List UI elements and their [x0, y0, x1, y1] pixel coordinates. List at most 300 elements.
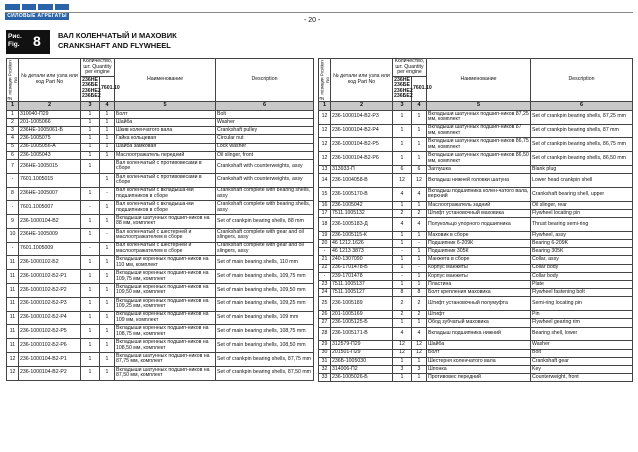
cell-name: Болт крепления маховика	[427, 289, 531, 297]
cell-position: 18	[319, 218, 331, 232]
cell-position: 6	[7, 151, 19, 159]
cell-qty-a: 1	[81, 127, 100, 135]
cell-qty-a: 2	[393, 311, 412, 319]
cell-qty-a: 1	[81, 325, 100, 339]
cell-part-no: 236НЕ-1005007	[19, 187, 81, 201]
cell-description: Circular nut	[216, 135, 314, 143]
table-row	[7, 201, 314, 215]
column-number-row	[7, 101, 314, 110]
cell-position: 9	[7, 215, 19, 229]
cell-description: Crankshaft complete with gear and oil slingers, assy	[216, 242, 314, 256]
cell-name: Вкладыши коренных подшип-ников на 109,50 мм, комплект	[115, 284, 216, 298]
column-number: 1	[7, 101, 19, 110]
cell-name: Маховик в сборе	[427, 231, 531, 239]
cell-qty-a: 1	[393, 374, 412, 382]
cell-position: -	[7, 201, 19, 215]
cell-description: Set of crankpin bearing shells, 87,75 mm	[216, 353, 314, 367]
cell-part-no: 46 1212.1626	[331, 240, 393, 248]
column-number: 5	[115, 101, 216, 110]
cell-description: Set of crankpin bearing shells, 86,50 mm	[531, 152, 633, 166]
cell-part-no: 236-1701478-Б	[331, 264, 393, 272]
cell-qty-b: 1	[412, 256, 427, 264]
cell-qty-a: 12	[393, 341, 412, 349]
figure-label: Рис. Fig.	[8, 33, 22, 48]
cell-qty-b: 1	[100, 297, 115, 311]
cell-qty-a: 4	[393, 327, 412, 341]
cell-qty-b: 1	[100, 256, 115, 270]
cell-description: Washer	[531, 341, 633, 349]
cell-position: 12	[319, 138, 331, 152]
logo-text: СИЛОВЫЕ АГРЕГАТЫ	[5, 12, 69, 20]
cell-qty-a: 1	[81, 339, 100, 353]
cell-part-no: 313933-П	[331, 165, 393, 173]
cell-name: Шпонка	[427, 365, 531, 373]
cell-description: Bolt	[531, 349, 633, 357]
cell-qty-a: 4	[393, 187, 412, 201]
cell-qty-b: 1	[100, 151, 115, 159]
cell-name: Вкладыш подшипника колен-чатого вала, верхний	[427, 187, 531, 201]
cell-position: 12	[7, 353, 19, 367]
table-row	[319, 311, 633, 319]
col-header-qty-b: 7601.10	[412, 76, 427, 101]
cell-description: Crankshaft bearing shell, upper	[531, 187, 633, 201]
cell-description: Set of main bearing shells, 109,25 mm	[216, 297, 314, 311]
table-row	[7, 270, 314, 284]
cell-description: Collar body	[531, 272, 633, 280]
column-number: 5	[427, 101, 531, 110]
cell-part-no: 236-1000102-Б2-Р5	[19, 325, 81, 339]
table-row	[319, 327, 633, 341]
cell-part-no: 236-1005115-К	[331, 231, 393, 239]
cell-qty-b: 1	[412, 281, 427, 289]
cell-position: 33	[319, 374, 331, 382]
column-number: 6	[531, 101, 633, 110]
cell-part-no: 236-1004058-В	[331, 174, 393, 188]
cell-qty-b: -	[100, 187, 115, 201]
table-row	[319, 289, 633, 297]
cell-part-no: 46 1213 3873	[331, 248, 393, 256]
cell-part-no: 236-1000102-Б2-Р6	[19, 339, 81, 353]
col-header-qty-b: 7601.10	[100, 76, 115, 101]
cell-part-no: 236-1000102-Б2-Р3	[19, 297, 81, 311]
cell-qty-b: 1	[100, 173, 115, 187]
cell-qty-a: 2	[393, 297, 412, 311]
cell-name: Вкладыши шатунных подшип-ников на 88 мм, комплект	[115, 215, 216, 229]
cell-qty-b: 1	[412, 201, 427, 209]
cell-part-no: 236-1005026-Б	[331, 374, 393, 382]
cell-qty-a: 1	[393, 138, 412, 152]
cell-qty-a: 1	[393, 281, 412, 289]
cell-position: 12	[7, 366, 19, 380]
table-row	[7, 173, 314, 187]
cell-qty-a: 1	[393, 357, 412, 365]
cell-part-no: 240-1307090	[331, 256, 393, 264]
cell-position: 11	[7, 297, 19, 311]
cell-part-no: 236НЕ-1005015	[19, 159, 81, 173]
cell-description: Set of crankpin bearing shells, 87 mm	[531, 124, 633, 138]
table-row	[7, 325, 314, 339]
table-row	[7, 353, 314, 367]
cell-qty-a: 1	[81, 143, 100, 151]
cell-description: Blank plug	[531, 165, 633, 173]
cell-name: Шайба	[427, 341, 531, 349]
cell-part-no: 236-1005043	[19, 151, 81, 159]
cell-part-no: 7511.1005127	[331, 289, 393, 297]
cell-description: Set of crankpin bearing shells, 86,75 mm	[531, 138, 633, 152]
cell-description: Set of main bearing shells, 108,50 mm	[216, 339, 314, 353]
cell-name: Вкладыш подшипника нижний	[427, 327, 531, 341]
cell-qty-b: 2	[412, 209, 427, 217]
table-row	[319, 357, 633, 365]
cell-part-no: 7601.1005007	[19, 201, 81, 215]
cell-part-no: 236-1005125-Б	[331, 319, 393, 327]
cell-qty-b: 1	[100, 118, 115, 126]
cell-part-no: 236-1000104-В2	[19, 215, 81, 229]
cell-position: 11	[7, 284, 19, 298]
column-number: 3	[81, 101, 100, 110]
cell-name: Корпус манжеты	[427, 272, 531, 280]
cell-name: Гайка кольцевая	[115, 135, 216, 143]
cell-qty-b: 1	[100, 215, 115, 229]
table-row	[7, 135, 314, 143]
table-row	[7, 110, 314, 118]
table-row	[319, 365, 633, 373]
cell-description: Collar, assy	[531, 256, 633, 264]
table-row	[7, 127, 314, 135]
cell-description: Flywheel locating pin	[531, 209, 633, 217]
cell-name: Обод зубчатый маховика	[427, 319, 531, 327]
table-row	[319, 297, 633, 311]
cell-qty-b: 1	[412, 152, 427, 166]
table-row	[7, 118, 314, 126]
header-rule	[5, 12, 633, 13]
cell-part-no: 236-1000104-В2-Р4	[331, 124, 393, 138]
cell-qty-a: 1	[393, 264, 412, 272]
cell-qty-a: 1	[81, 256, 100, 270]
cell-position: 8	[7, 187, 19, 201]
table-row	[7, 159, 314, 173]
cell-description: Set of crankpin bearing shells, 88 mm	[216, 215, 314, 229]
cell-qty-a: 1	[81, 159, 100, 173]
cell-qty-a: 1	[81, 270, 100, 284]
cell-description: Lower head crankpin shell	[531, 174, 633, 188]
cell-position: 21	[319, 256, 331, 264]
cell-part-no: 312579-П29	[331, 341, 393, 349]
cell-part-no: 239-1701478	[331, 272, 393, 280]
cell-part-no: 236НЕ-1005009	[19, 228, 81, 242]
cell-description: Counterweight, front	[531, 374, 633, 382]
cell-description: Set of main bearing shells, 109,75 mm	[216, 270, 314, 284]
cell-qty-b: 1	[412, 319, 427, 327]
cell-name: Вал коленчатый с шестерней и маслоотражателем в сборе	[115, 242, 216, 256]
cell-name: Противовес передний	[427, 374, 531, 382]
column-number-row	[319, 101, 633, 110]
cell-position: 27	[319, 319, 331, 327]
cell-description: Thrust bearing semi-ring	[531, 218, 633, 232]
cell-qty-b	[100, 159, 115, 173]
cell-qty-a: 12	[393, 174, 412, 188]
cell-qty-b: -	[100, 228, 115, 242]
cell-qty-b: 12	[412, 349, 427, 357]
cell-name: Корпус манжеты	[427, 264, 531, 272]
cell-part-no: 236-1005189	[331, 297, 393, 311]
cell-description: Bearing 6-209K	[531, 240, 633, 248]
cell-position: 11	[7, 339, 19, 353]
cell-position: 12	[319, 152, 331, 166]
cell-part-no: 236-1000102-Б2-Р1	[19, 270, 81, 284]
cell-qty-a: 1	[393, 231, 412, 239]
parts-table-right	[318, 58, 633, 382]
col-header-qty-a: 236НЕ 236БЕ 236НЕ2 236БЕ2	[82, 76, 101, 100]
cell-name: Вал коленчатый с вкладыша-ми подшипников в сборе	[115, 187, 216, 201]
cell-position: 24	[319, 289, 331, 297]
cell-qty-b: 1	[100, 353, 115, 367]
cell-part-no: 236-1005170-В	[331, 187, 393, 201]
cell-description: Crankshaft with counterweights, assy	[216, 173, 314, 187]
cell-description: Crankshaft complete with bearing shells, assy	[216, 187, 314, 201]
cell-name: Полукольцо упорного подшипника	[427, 218, 531, 232]
cell-position: 1	[7, 110, 19, 118]
cell-qty-a: 1	[393, 152, 412, 166]
table-row	[319, 187, 633, 201]
col-header-qty: Количество, шт. Quantity per engine	[81, 59, 115, 77]
cell-name: Вал коленчатый с шестерней и маслоотражателем в сборе	[115, 228, 216, 242]
cell-name: Штифт установочный полумуфта	[427, 297, 531, 311]
cell-qty-a: 1	[81, 228, 100, 242]
cell-description: Set of crankpin bearing shells, 87,25 mm	[531, 110, 633, 124]
cell-qty-b: 1	[100, 135, 115, 143]
cell-qty-a: 6	[393, 165, 412, 173]
cell-name: Болт	[115, 110, 216, 118]
cell-qty-b: 4	[412, 327, 427, 341]
table-row	[319, 218, 633, 232]
cell-qty-a: 1	[393, 124, 412, 138]
cell-qty-b: 1	[412, 248, 427, 256]
cell-qty-a: 4	[393, 218, 412, 232]
cell-part-no: 201-1005169	[331, 311, 393, 319]
cell-qty-a: -	[393, 272, 412, 280]
table-row	[319, 174, 633, 188]
table-row	[319, 341, 633, 349]
cell-qty-b: 1	[100, 110, 115, 118]
cell-position: 12	[319, 110, 331, 124]
cell-description: Set of main bearing shells, 108,75 mm	[216, 325, 314, 339]
cell-name: Вкладыши коренных подшип-ников на 109,75 мм, комплект	[115, 270, 216, 284]
figure-badge	[6, 30, 50, 54]
cell-part-no: 236-1005056-А	[19, 143, 81, 151]
column-number: 6	[216, 101, 314, 110]
cell-description: Bearing 305K	[531, 248, 633, 256]
cell-qty-b: 8	[412, 289, 427, 297]
cell-qty-b: 1	[100, 127, 115, 135]
table-row	[319, 256, 633, 264]
cell-position: 4	[7, 135, 19, 143]
cell-qty-a: 1	[393, 240, 412, 248]
cell-description: Bolt	[216, 110, 314, 118]
cell-part-no: 236-1000104-В2-Р5	[331, 138, 393, 152]
table-row	[7, 215, 314, 229]
table-row	[7, 256, 314, 270]
cell-description: Set of main bearing shells, 109 mm	[216, 311, 314, 325]
cell-qty-b: 6	[412, 165, 427, 173]
cell-qty-a: 1	[81, 135, 100, 143]
cell-position: 29	[319, 341, 331, 349]
cell-name: Шайба	[115, 118, 216, 126]
cell-description: Semi-ring locating pin	[531, 297, 633, 311]
col-header-qty: Количество, шт. Quantity per engine	[393, 59, 427, 77]
cell-position: -	[319, 272, 331, 280]
cell-qty-a: 1	[81, 284, 100, 298]
cell-part-no: 236-1000104-В2-Р6	[331, 152, 393, 166]
column-number: 4	[412, 101, 427, 110]
cell-qty-b: 1	[412, 374, 427, 382]
cell-description: Crankshaft with counterweights, assy	[216, 159, 314, 173]
cell-qty-a	[81, 173, 100, 187]
cell-description: Oil slinger, front	[216, 151, 314, 159]
cell-qty-b: 1	[100, 201, 115, 215]
cell-part-no: 310040-П29	[19, 110, 81, 118]
cell-position: 10	[7, 228, 19, 242]
table-row	[7, 284, 314, 298]
table-row	[7, 242, 314, 256]
cell-name: Маслоотражатель передний	[115, 151, 216, 159]
cell-qty-b: -	[412, 240, 427, 248]
table-row	[319, 165, 633, 173]
cell-name: Штифт установочный маховика	[427, 209, 531, 217]
cell-name: Манжета в сборе	[427, 256, 531, 264]
cell-position: -	[7, 173, 19, 187]
col-header-desc: Description	[216, 59, 314, 102]
table-row	[7, 228, 314, 242]
table-row	[319, 201, 633, 209]
cell-part-no: 236-1005042	[331, 201, 393, 209]
cell-qty-b: 1	[100, 311, 115, 325]
column-number: 4	[100, 101, 115, 110]
cell-qty-a: 1	[393, 256, 412, 264]
col-header-name: Наименование	[427, 59, 531, 102]
column-number: 2	[19, 101, 81, 110]
cell-qty-a: 2	[393, 209, 412, 217]
title-en: CRANKSHAFT AND FLYWHEEL	[58, 41, 171, 50]
cell-name: Вал коленчатый с противовесами в сборе	[115, 159, 216, 173]
cell-qty-a: -	[393, 248, 412, 256]
cell-position: 17	[319, 209, 331, 217]
column-number: 1	[319, 101, 331, 110]
cell-qty-b: 1	[412, 272, 427, 280]
cell-description: Set of main bearing shells, 109,50 mm	[216, 284, 314, 298]
cell-name: Вкладыши шатунных подшип-ников 86,50 мм, комплект	[428, 151, 529, 164]
cell-name: Болт	[427, 349, 531, 357]
cell-description: Flywheel fastening bolt	[531, 289, 633, 297]
cell-description: Crankshaft complete with gear and oil slingers, assy	[216, 228, 314, 242]
column-number: 2	[331, 101, 393, 110]
cell-qty-a: 1	[81, 151, 100, 159]
cell-part-no: 314006-П2	[331, 365, 393, 373]
cell-name: Вал коленчатый с противовесами в сборе	[115, 173, 216, 187]
table-row	[319, 374, 633, 382]
cell-name: Вал коленчатый с вкладыша-ми подшипников в сборе	[115, 201, 216, 215]
cell-qty-a: 1	[393, 201, 412, 209]
cell-position: 11	[7, 270, 19, 284]
cell-name: Вкладыши шатунных подшип-ников на 87,50 мм, комплект	[115, 366, 216, 380]
table-row	[319, 248, 633, 256]
cell-name: Подшипник 305К	[427, 248, 531, 256]
cell-position: 32	[319, 365, 331, 373]
cell-position: 19	[319, 231, 331, 239]
cell-name: Вкладыши шатунных подшип-ников 87,25 мм, комплект	[428, 110, 529, 123]
col-header-name: Наименование	[115, 59, 216, 102]
cell-position: 28	[319, 327, 331, 341]
cell-position: 20	[319, 240, 331, 248]
cell-name: Шкив коленчатого вала	[115, 127, 216, 135]
cell-part-no: 236-1000102-Б2-Р4	[19, 311, 81, 325]
cell-part-no: 7511.1005132	[331, 209, 393, 217]
figure-number: 8	[33, 33, 41, 49]
cell-qty-b: 2	[412, 297, 427, 311]
cell-position: 11	[7, 256, 19, 270]
table-row	[319, 124, 633, 138]
cell-position: 13	[319, 165, 331, 173]
page-title	[58, 31, 177, 51]
cell-name: Штифт	[427, 311, 531, 319]
cell-position: 22	[319, 264, 331, 272]
table-row	[7, 143, 314, 151]
cell-qty-b: 1	[412, 357, 427, 365]
cell-qty-b: 12	[412, 341, 427, 349]
cell-qty-b: 1	[100, 242, 115, 256]
cell-description: Plate	[531, 281, 633, 289]
cell-qty-a: 3	[393, 365, 412, 373]
cell-name: Маслоотражатель задний	[427, 201, 531, 209]
cell-position: -	[319, 248, 331, 256]
cell-qty-a: 1	[393, 319, 412, 327]
cell-name: Вкладыши коренных подшип-ников на 108,75 мм, комплект	[115, 325, 216, 339]
cell-qty-a: 1	[81, 297, 100, 311]
cell-part-no: 236-1005171-В	[331, 327, 393, 341]
cell-name: Вкладыши шатунных подшип-ников 87 мм, комплект	[427, 124, 531, 138]
cell-qty-b: 1	[100, 366, 115, 380]
col-header-part: № детали или узла или код Part No	[331, 59, 393, 102]
cell-part-no: 201501-П29	[331, 349, 393, 357]
cell-qty-b: 1	[100, 284, 115, 298]
cell-qty-b: 1	[412, 124, 427, 138]
cell-name: Вкладыши коренных подшип-ников на 109 мм, комплект	[115, 311, 216, 325]
cell-qty-b: 1	[412, 138, 427, 152]
table-row	[7, 297, 314, 311]
cell-qty-b: 2	[412, 311, 427, 319]
cell-qty-b: 4	[412, 187, 427, 201]
cell-part-no: 236-1000104-В2-Р2	[19, 366, 81, 380]
cell-description: Bearing shell, lower	[531, 327, 633, 341]
cell-name: Пластина	[427, 281, 531, 289]
cell-description: Flywheel gearing rim	[531, 319, 633, 327]
cell-description: Set of crankpin bearing shells, 87,50 mm	[216, 366, 314, 380]
table-row	[319, 138, 633, 152]
cell-part-no: 7511.1005137	[331, 281, 393, 289]
cell-position: 23	[319, 281, 331, 289]
cell-position: 26	[319, 311, 331, 319]
cell-qty-a: -	[81, 201, 100, 215]
table-row	[319, 110, 633, 124]
cell-qty-b: 4	[412, 218, 427, 232]
cell-qty-a: 1	[81, 311, 100, 325]
cell-part-no: 236-1005183-Д	[331, 218, 393, 232]
table-row	[7, 151, 314, 159]
column-number: 3	[393, 101, 412, 110]
col-header-desc: Description	[531, 59, 633, 102]
cell-part-no: 7601.1005009	[19, 242, 81, 256]
cell-position: 12	[319, 124, 331, 138]
